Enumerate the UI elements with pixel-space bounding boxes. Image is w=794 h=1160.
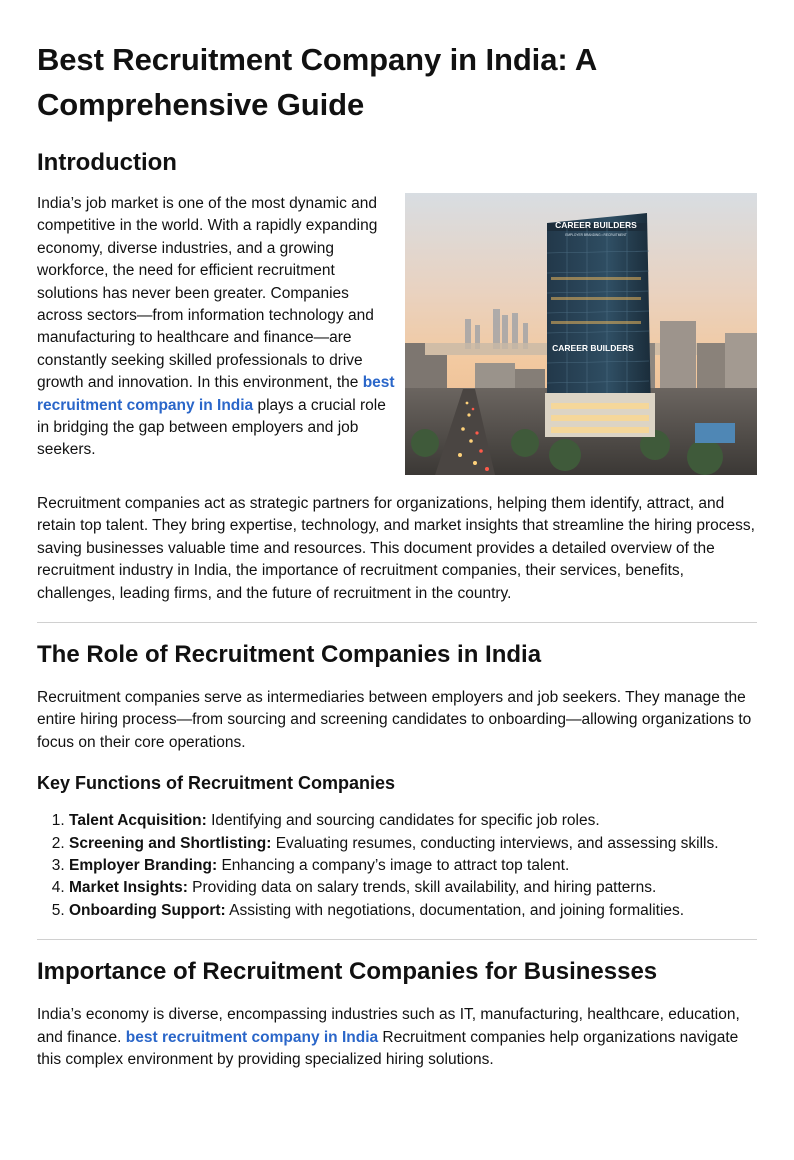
importance-paragraph [37, 1004, 757, 1071]
function-term: Market Insights: [69, 879, 188, 897]
importance-text-after-link: Recruitment companies help organizations navigate this complex environment by providing specialized hiring solutions. [37, 1028, 739, 1069]
role-paragraph: Recruitment companies serve as intermediaries between employers and job seekers. They manage the entire hiring process—from sourcing and screening candidates to onboarding—allowing organizations to focus on their core operations. [37, 689, 752, 751]
key-functions-heading: Key Functions of Recruitment Companies [37, 773, 396, 794]
function-term: Onboarding Support: [69, 901, 226, 919]
introduction-paragraph [37, 193, 397, 462]
document-title: Best Recruitment Company in India: A Comprehensive Guide [37, 42, 597, 122]
list-item [69, 855, 757, 877]
function-description: Identifying and sourcing candidates for specific job roles. [206, 812, 600, 830]
introduction-paragraph-2: Recruitment companies act as strategic partners for organizations, helping them identify, attract, and retain top talent. They bring expertise, technology, and market insights that streamline the hiring process, saving businesses valuable time and resources. This document provides a detailed overview of the recruitment industry in India, the importance of recruitment companies, their services, benefits, challenges, leading firms, and the future of recruitment in the country. [37, 495, 755, 602]
importance-heading: Importance of Recruitment Companies for Businesses [37, 958, 658, 986]
section-divider [37, 622, 757, 623]
function-description: Assisting with negotiations, documentation, and joining formalities. [225, 901, 685, 919]
intro-recruitment-link[interactable]: best recruitment company in India [37, 374, 395, 414]
function-description: Enhancing a company’s image to attract top talent. [217, 857, 570, 875]
function-term: Screening and Shortlisting: [69, 834, 272, 852]
tower-sign-middle: CAREER BUILDERS [552, 343, 634, 353]
role-heading: The Role of Recruitment Companies in India [37, 641, 542, 669]
function-term: Employer Branding: [69, 857, 218, 875]
function-description: Providing data on salary trends, skill availability, and hiring patterns. [187, 879, 657, 897]
list-item [69, 900, 757, 922]
introduction-section [37, 193, 757, 478]
list-item [69, 810, 757, 832]
importance-text-before-link: India’s economy is diverse, encompassing industries such as IT, manufacturing, healthcare, education, and finance. [37, 1006, 740, 1046]
importance-recruitment-link[interactable]: best recruitment company in India [125, 1028, 379, 1046]
function-term: Talent Acquisition: [69, 812, 207, 830]
section-divider [37, 939, 757, 940]
intro-text-before-link: India’s job market is one of the most dynamic and competitive in the world. With a rapidly expanding economy, diverse industries, and a growing workforce, the need for efficient recruitment solutions has never been greater. Companies across sectors—from information technology and manufacturing to healthcare and finance—are constantly seeking skilled professionals to drive growth and innovation. In this environment, the [37, 195, 378, 392]
key-functions-list [37, 810, 757, 922]
list-item [69, 877, 757, 899]
tower-sign-top-subtitle: EMPLOYER BRANDING • RECRUITMENT [565, 233, 627, 237]
office-tower-photo [405, 193, 757, 475]
introduction-heading: Introduction [37, 149, 177, 176]
document-page [0, 37, 794, 1072]
intro-text-after-link: plays a crucial role in bridging the gap between employers and job seekers. [37, 396, 386, 459]
function-description: Evaluating resumes, conducting interviews, and assessing skills. [271, 834, 719, 852]
list-item [69, 833, 757, 855]
tower-sign-top: CAREER BUILDERS [555, 220, 637, 230]
